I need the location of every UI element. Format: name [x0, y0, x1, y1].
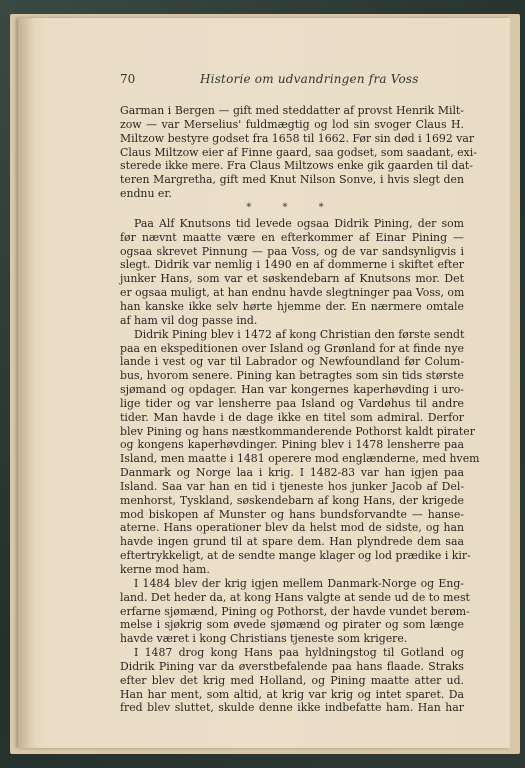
text-line: ogsaa skrevet Pinnung — paa Voss, og de var sandsynligvis i — [120, 244, 464, 258]
text-line: endnu er. — [120, 187, 172, 201]
paragraph-5 — [120, 646, 464, 715]
text-line: Miltzow bestyre godset fra 1658 til 1662. Før sin død i 1692 var — [120, 131, 475, 145]
text-line: af ham vil dog passe ind. — [120, 313, 258, 327]
text-line: teren Margretha, gift med Knut Nilson Sonve, i hvis slegt den — [120, 173, 464, 187]
text-line: lige tider og var lensherre paa Island og Vardøhus til andre — [120, 396, 464, 410]
text-line: slegt. Didrik var nemlig i 1490 en af dommerne i skiftet efter — [120, 258, 464, 272]
paragraph-3 — [120, 327, 480, 577]
text-line: kerne mod ham. — [120, 563, 210, 576]
text-line: er ogsaa muligt, at han endnu havde slegtninger paa Voss, om — [120, 286, 465, 300]
text-line: land. Det heder da, at kong Hans valgte at sende ud de to mest — [120, 590, 470, 604]
section-separator: * * * — [246, 201, 338, 213]
text-line: Didrik Pining blev i 1472 af kong Christian den første sendt — [134, 327, 465, 341]
text-line: og kongens kaperhøvdinger. Pining blev i 1478 lensherre paa — [120, 438, 464, 452]
page-number: 70 — [120, 72, 136, 86]
text-line: før nævnt maatte være en efterkommer af Einar Pining — — [120, 230, 464, 244]
text-line: Garman i Bergen — gift med steddatter af provst Henrik Milt- — [120, 104, 464, 117]
text-line: havde været i kong Christians tjeneste som krigere. — [120, 632, 408, 646]
running-title: Historie om udvandringen fra Voss — [200, 72, 419, 86]
paragraph-2 — [120, 217, 464, 328]
text-line: tider. Man havde i de dage ikke en titel som admiral. Derfor — [120, 410, 464, 424]
text-line: han kanske ikke selv hørte hjemme der. En nærmere omtale — [120, 299, 464, 313]
text-line: Danmark og Norge laa i krig. I 1482-83 var han igjen paa — [120, 466, 464, 480]
text-line: Han har ment, som altid, at krig var krig og intet sparet. Da — [120, 687, 464, 701]
text-line: paa en ekspeditionen over Island og Grønland for at finde nye — [120, 341, 464, 355]
text-line: blev Pining og hans næstkommanderende Pothorst kaldt pirater — [120, 424, 475, 438]
paragraph-1 — [120, 104, 477, 201]
text-line: aterne. Hans operationer blev da helst mod de sidste, og han — [120, 521, 464, 535]
text-line: melse i sjøkrig som øvede sjømænd og pirater og som længe — [120, 618, 464, 632]
page-header — [120, 72, 464, 90]
text-line: zow — var Merselius' fuldmægtig og lod sin svoger Claus H. — [120, 117, 464, 131]
text-line: havde ingen grund til at spare dem. Han plyndrede dem saa — [120, 535, 464, 549]
text-line: I 1487 drog kong Hans paa hyldningstog til Gotland og — [134, 646, 464, 660]
text-line: mod biskopen af Munster og hans bundsforvandte — hanse- — [120, 507, 464, 521]
text-line: Claus Miltzow eier af Finne gaard, saa godset, som saadant, exi- — [120, 145, 477, 159]
text-line: bus, hvorom senere. Pining kan betragtes som sin tids største — [120, 369, 464, 383]
text-line: I 1484 blev der krig igjen mellem Danmark-Norge og Eng- — [134, 576, 464, 590]
paragraph-4 — [120, 576, 470, 646]
text-line: erfarne sjømænd, Pining og Pothorst, der havde vundet berøm- — [120, 604, 470, 618]
text-line: Island. Saa var han en tid i tjeneste hos junker Jacob af Del- — [120, 479, 464, 493]
text-line: sterede ikke mere. Fra Claus Miltzows enke gik gaarden til dat- — [120, 159, 473, 173]
text-line: Didrik Pining var da øverstbefalende paa hans flaade. Straks — [120, 659, 464, 673]
text-line: fred blev sluttet, skulde denne ikke indbefatte ham. Han har — [120, 701, 464, 715]
text-line: sjømand og opdager. Han var kongernes kaperhøvding i uro- — [120, 383, 464, 397]
text-line: efter blev det krig med Holland, og Pining maatte atter ud. — [120, 673, 464, 687]
page-gutter-shadow — [18, 18, 34, 748]
text-line: Paa Alf Knutsons tid levede ogsaa Didrik Pining, der som — [134, 216, 464, 230]
text-line: junker Hans, som var et søskendebarn af Knutsons mor. Det — [120, 272, 464, 286]
text-line: eftertrykkeligt, at de sendte mange klager og lod prædike i kir- — [120, 549, 471, 563]
body-text — [120, 104, 480, 715]
text-line: lande i vest og var til Labrador og Newfoundland før Colum- — [120, 355, 464, 369]
text-line: Island, men maatte i 1481 operere mod englænderne, med hvem — [120, 452, 480, 466]
text-line: menhorst, Tyskland, søskendebarn af kong Hans, der krigede — [120, 493, 464, 507]
